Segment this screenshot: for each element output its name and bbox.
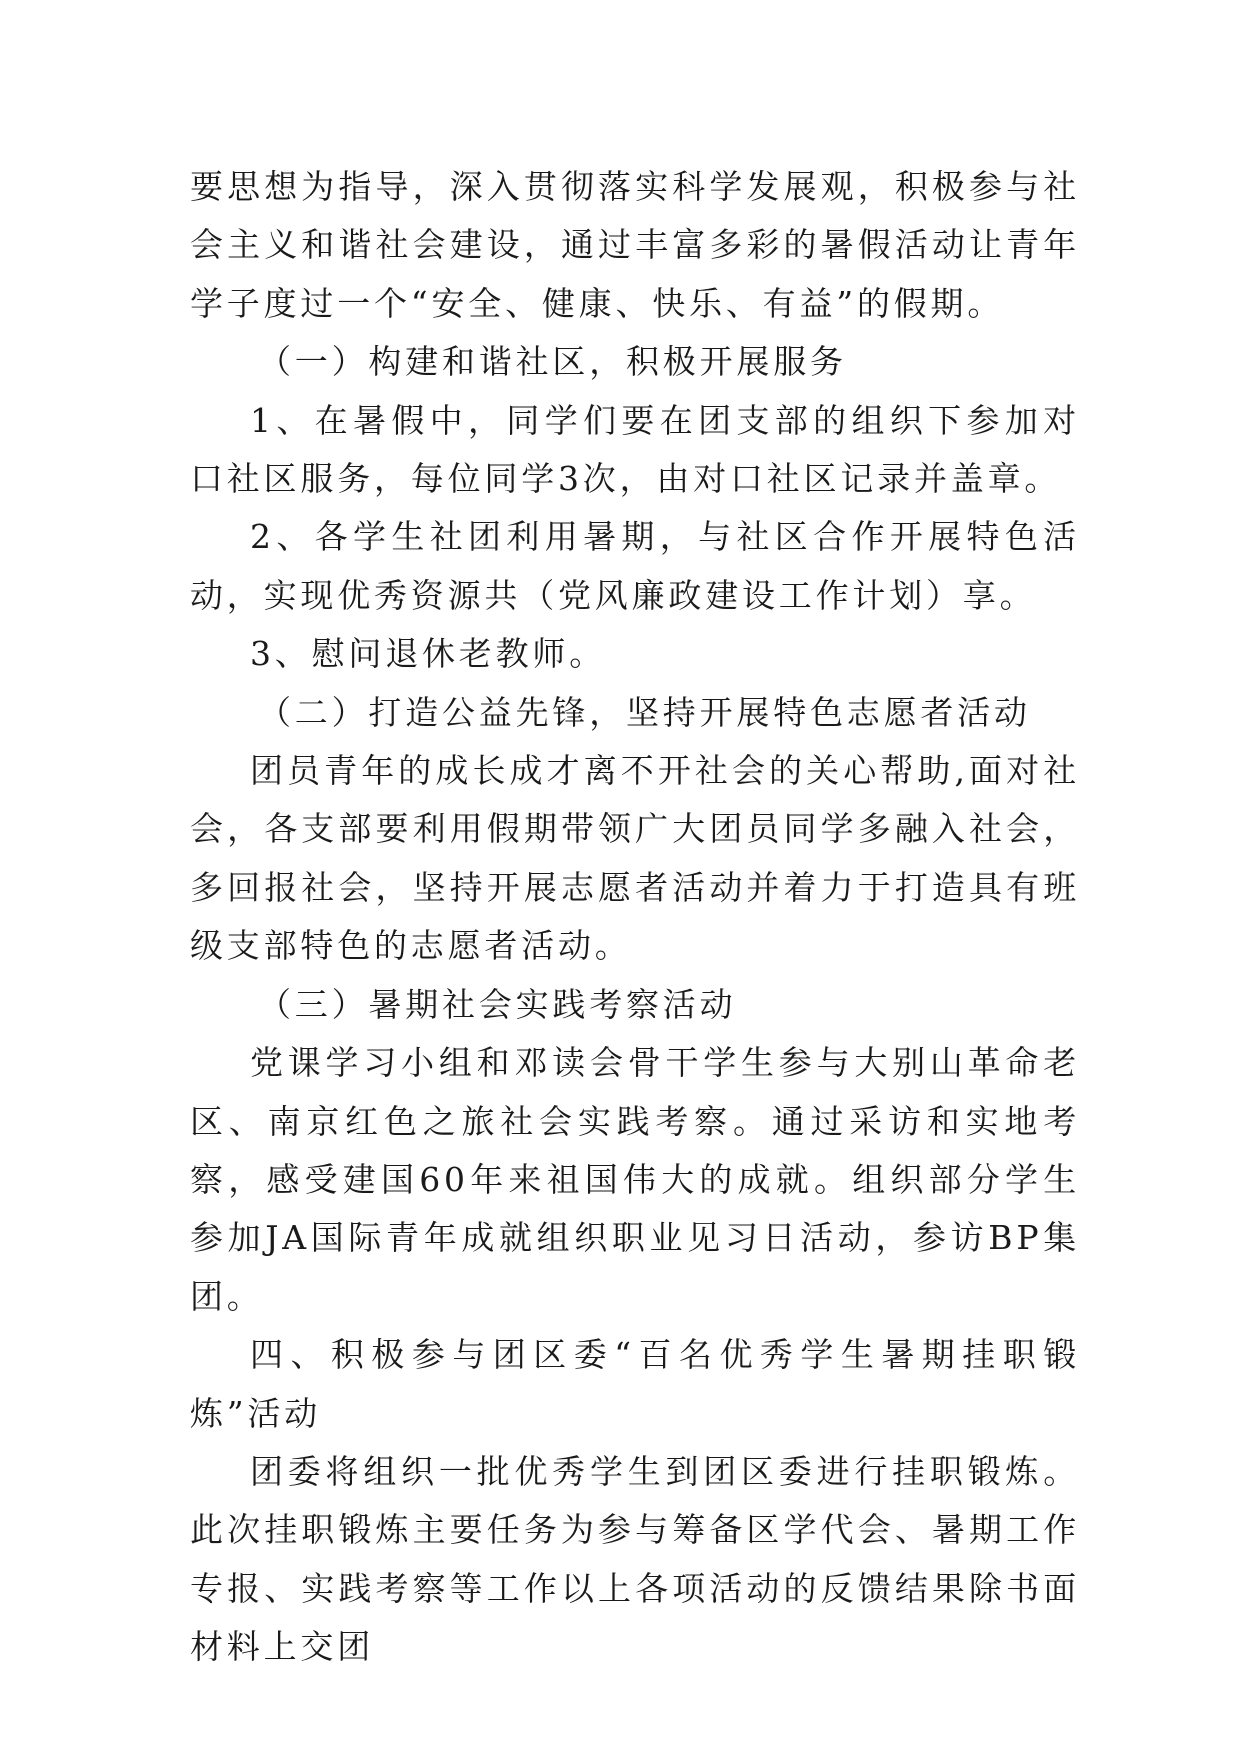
paragraph-volunteer: 团员青年的成长成才离不开社会的关心帮助,面对社会，各支部要利用假期带领广大团员同学多融入社会，多回报社会，坚持开展志愿者活动并着力于打造具有班级支部特色的志愿者活动。 xyxy=(190,751,1080,966)
paragraph-internship: 团委将组织一批优秀学生到团区委进行挂职锻炼。此次挂职锻炼主要任务为参与筹备区学代会、暑期工作专报、实践考察等工作以上各项活动的反馈结果除书面材料上交团 xyxy=(190,1451,1080,1667)
section-heading-4: 四、积极参与团区委“百名优秀学生暑期挂职锻炼”活动 xyxy=(190,1335,1080,1433)
document-body xyxy=(190,158,1080,1677)
section-heading-3: （三）暑期社会实践考察活动 xyxy=(258,984,737,1024)
paragraph-practice: 党课学习小组和邓读会骨干学生参与大别山革命老区、南京红色之旅社会实践考察。通过采访和实地考察，感受建国60年来祖国伟大的成就。组织部分学生参加JA国际青年成就组织职业见习日活动，参访BP集团。 xyxy=(190,1043,1080,1316)
paragraph-item-1: 1、在暑假中，同学们要在团支部的组织下参加对口社区服务，每位同学3次，由对口社区记录并盖章。 xyxy=(190,400,1080,499)
paragraph-item-3: 3、慰问退休老教师。 xyxy=(250,634,606,674)
paragraph-item-2: 2、各学生社团利用暑期，与社区合作开展特色活动，实现优秀资源共（党风廉政建设工作计划）享。 xyxy=(190,517,1080,615)
paragraph-intro: 要思想为指导，深入贯彻落实科学发展观，积极参与社会主义和谐社会建设，通过丰富多彩的暑假活动让青年学子度过一个“安全、健康、快乐、有益”的假期。 xyxy=(190,167,1080,323)
section-heading-1: （一）构建和谐社区，积极开展服务 xyxy=(258,342,847,382)
section-heading-2: （二）打造公益先锋，坚持开展特色志愿者活动 xyxy=(258,692,1031,732)
